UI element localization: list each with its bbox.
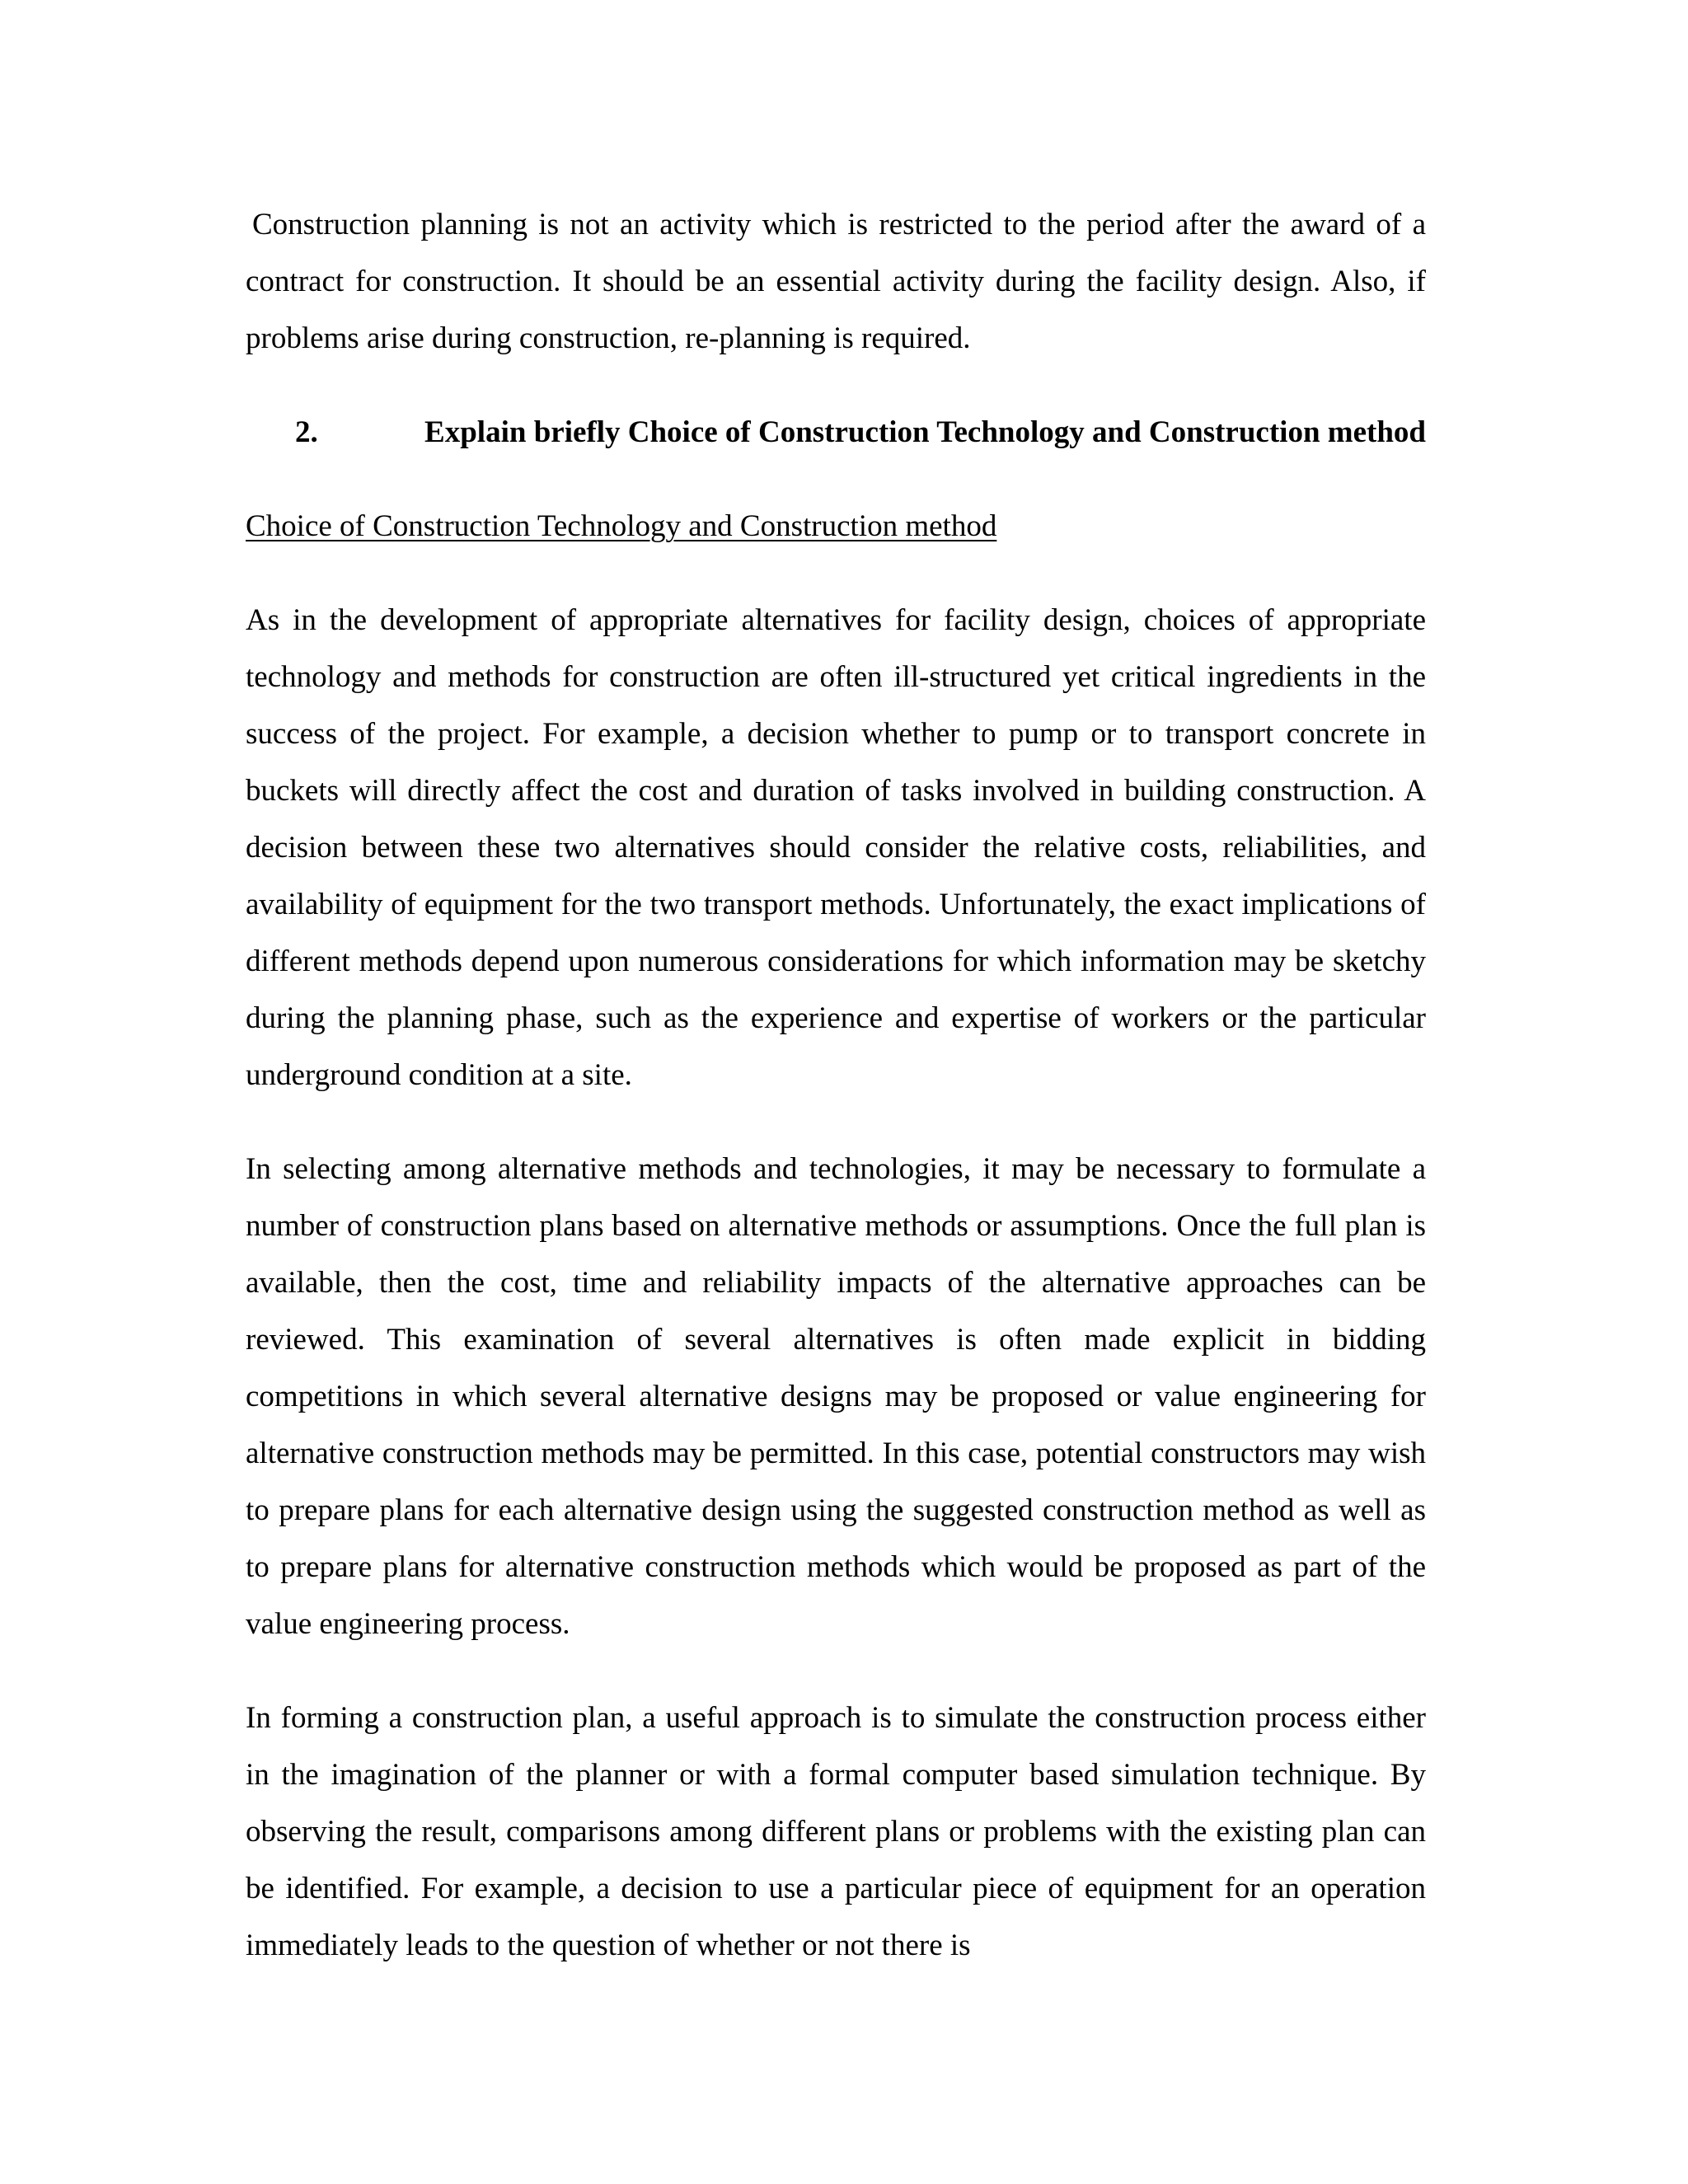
body-paragraph-3: In forming a construction plan, a useful approach is to simulate the construction process either in the imagination of the planner or with a formal computer based simulation technique. By observing the result, comparisons among different plans or problems with the existing plan can be identified. For example, a decision to use a particular piece of equipment for an operation immediately leads to the question of whether or not there is <box>246 1701 1426 1962</box>
document-page <box>246 196 1426 2011</box>
body-paragraph-1: As in the development of appropriate alternatives for facility design, choices of appropriate technology and methods for construction are often ill-structured yet critical ingredients in the success of the project. For example, a decision whether to pump or to transport concrete in buckets will directly affect the cost and duration of tasks involved in building construction. A decision between these two alternatives should consider the relative costs, reliabilities, and availability of equipment for the two transport methods. Unfortunately, the exact implications of different methods depend upon numerous considerations for which information may be sketchy during the planning phase, such as the experience and expertise of workers or the particular underground condition at a site. <box>246 603 1426 1092</box>
section-subheading: Choice of Construction Technology and Construction method <box>246 509 997 543</box>
question-text: Explain briefly Choice of Construction Technology and Construction method <box>424 415 1426 449</box>
intro-paragraph: Construction planning is not an activity which is restricted to the period after the award of a contract for construction. It should be an essential activity during the facility design. Also, if problems arise during construction, re-planning is required. <box>246 208 1426 355</box>
question-number: 2. <box>295 415 318 449</box>
question-heading <box>246 404 1426 461</box>
body-paragraph-2: In selecting among alternative methods and technologies, it may be necessary to formulate a number of construction plans based on alternative methods or assumptions. Once the full plan is available, then the cost, time and reliability impacts of the alternative approaches can be reviewed. This examination of several alternatives is often made explicit in bidding competitions in which several alternative designs may be proposed or value engineering for alternative construction methods may be permitted. In this case, potential constructors may wish to prepare plans for each alternative design using the suggested construction method as well as to prepare plans for alternative construction methods which would be proposed as part of the value engineering process. <box>246 1152 1426 1641</box>
